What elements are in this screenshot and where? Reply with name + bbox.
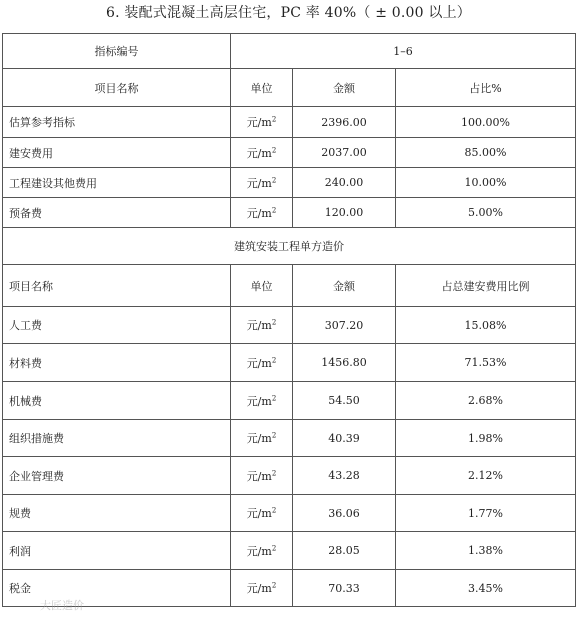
item-ratio: 5.00%	[396, 198, 576, 228]
detail-row	[3, 344, 576, 382]
watermark: 大匠造价	[40, 599, 84, 612]
index-value: 1–6	[231, 34, 576, 69]
header-row	[3, 69, 576, 107]
item-amount: 307.20	[293, 307, 396, 344]
item-amount: 28.05	[293, 532, 396, 570]
item-amount: 240.00	[293, 168, 396, 198]
item-unit: 元$/m^2$	[231, 344, 293, 382]
item-unit: 元$/m^2$	[231, 307, 293, 344]
item-unit: 元$/m^2$	[231, 198, 293, 228]
col-header-unit: 单位	[231, 265, 293, 307]
section-title-row	[3, 228, 576, 265]
item-amount: 40.39	[293, 420, 396, 457]
detail-row	[3, 457, 576, 495]
detail-row	[3, 570, 576, 607]
summary-row	[3, 198, 576, 228]
col-header-ratio: 占比%	[396, 69, 576, 107]
item-amount: 70.33	[293, 570, 396, 607]
item-unit: 元$/m^2$	[231, 457, 293, 495]
item-unit: 元$/m^2$	[231, 138, 293, 168]
item-name: 工程建设其他费用	[3, 168, 231, 198]
item-unit: 元$/m^2$	[231, 107, 293, 138]
item-name: 材料费	[3, 344, 231, 382]
col-header-ratio: 占总建安费用比例	[396, 265, 576, 307]
item-ratio: 3.45%	[396, 570, 576, 607]
col-header-unit: 单位	[231, 69, 293, 107]
item-ratio: 1.77%	[396, 495, 576, 532]
summary-row	[3, 107, 576, 138]
item-amount: 36.06	[293, 495, 396, 532]
document-title: 6. 装配式混凝土高层住宅，PC 率 40%（ ± 0.00 以上）	[105, 5, 471, 21]
index-label: 指标编号	[3, 34, 231, 69]
item-ratio: 10.00%	[396, 168, 576, 198]
detail-row	[3, 495, 576, 532]
item-name: 规费	[3, 495, 231, 532]
detail-row	[3, 382, 576, 420]
item-name: 机械费	[3, 382, 231, 420]
detail-row	[3, 307, 576, 344]
item-name: 预备费	[3, 198, 231, 228]
item-name: 利润	[3, 532, 231, 570]
section-title: 建筑安装工程单方造价	[3, 228, 576, 265]
col-header-name: 项目名称	[3, 265, 231, 307]
item-unit: 元$/m^2$	[231, 495, 293, 532]
detail-row	[3, 420, 576, 457]
item-ratio: 1.98%	[396, 420, 576, 457]
item-ratio: 2.68%	[396, 382, 576, 420]
item-ratio: 100.00%	[396, 107, 576, 138]
item-name: 人工费	[3, 307, 231, 344]
col-header-amount: 金额	[293, 265, 396, 307]
cost-index-table	[2, 33, 576, 607]
item-unit: 元$/m^2$	[231, 382, 293, 420]
item-name: 组织措施费	[3, 420, 231, 457]
item-name: 税金	[3, 570, 231, 607]
item-amount: 1456.80	[293, 344, 396, 382]
item-amount: 54.50	[293, 382, 396, 420]
col-header-name: 项目名称	[3, 69, 231, 107]
item-name: 建安费用	[3, 138, 231, 168]
item-unit: 元$/m^2$	[231, 168, 293, 198]
item-unit: 元$/m^2$	[231, 532, 293, 570]
item-amount: 120.00	[293, 198, 396, 228]
item-amount: 2396.00	[293, 107, 396, 138]
header-row	[3, 265, 576, 307]
item-ratio: 1.38%	[396, 532, 576, 570]
item-name: 企业管理费	[3, 457, 231, 495]
summary-row	[3, 138, 576, 168]
item-unit: 元$/m^2$	[231, 420, 293, 457]
item-ratio: 85.00%	[396, 138, 576, 168]
item-ratio: 2.12%	[396, 457, 576, 495]
item-name: 估算参考指标	[3, 107, 231, 138]
item-ratio: 15.08%	[396, 307, 576, 344]
index-row	[3, 34, 576, 69]
col-header-amount: 金额	[293, 69, 396, 107]
summary-row	[3, 168, 576, 198]
item-ratio: 71.53%	[396, 344, 576, 382]
item-amount: 43.28	[293, 457, 396, 495]
item-amount: 2037.00	[293, 138, 396, 168]
detail-row	[3, 532, 576, 570]
item-unit: 元$/m^2$	[231, 570, 293, 607]
